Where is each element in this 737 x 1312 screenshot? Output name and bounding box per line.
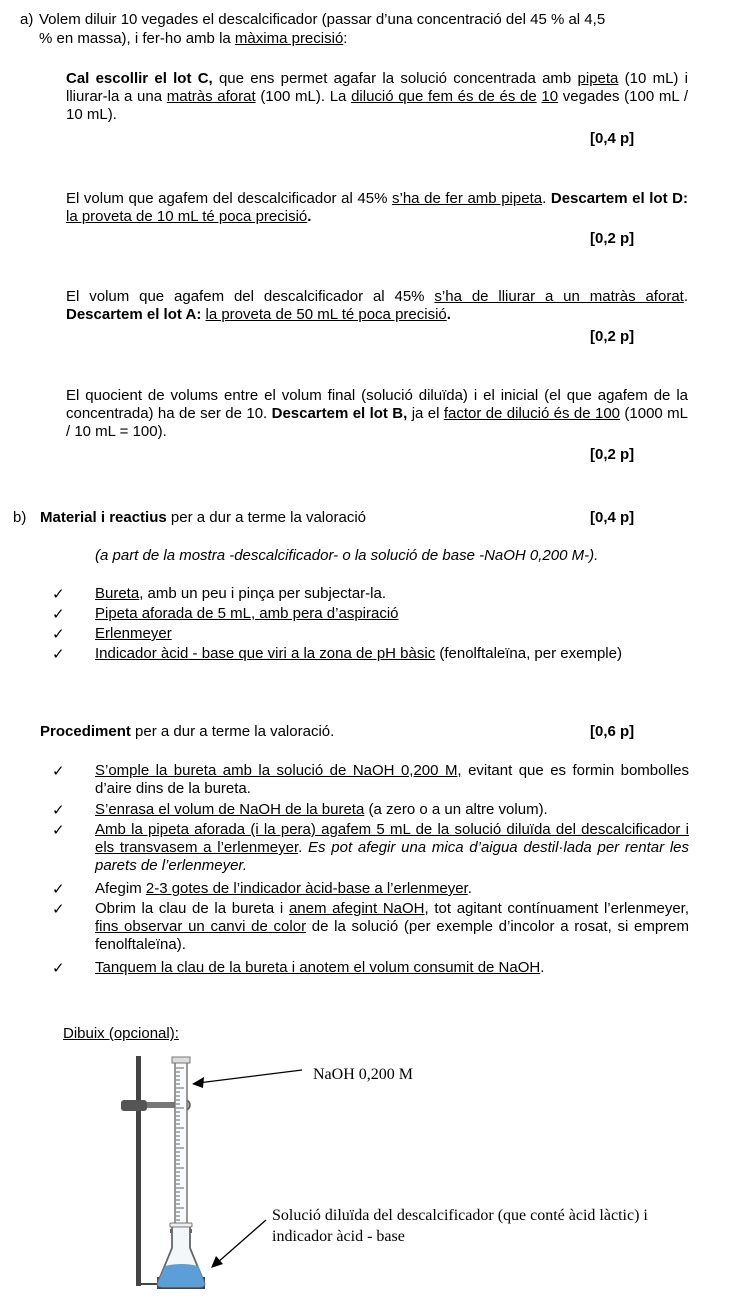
- part-b-marker: b): [13, 509, 27, 526]
- check-icon: ✓: [52, 959, 65, 977]
- procedure-heading: Procediment per a dur a terme la valoració.: [40, 723, 335, 740]
- clamp-boss: [121, 1100, 147, 1111]
- step-titrate: Obrim la clau de la bureta i anem afegint NaOH, tot agitant contínuament l’erlenmeyer, fins observar un canvi de color de la solució (per exemple d’incolor a rosat, si emprem fenolftaleïna).: [95, 900, 689, 953]
- points-lot-c: [0,4 p]: [590, 130, 635, 147]
- answer-lot-d: El volum que agafem del descalcificador al 45% s’ha de fer amb pipeta. Descartem el lot D: la proveta de 10 mL té poca precisió.: [66, 190, 688, 225]
- answer-lot-c: Cal escollir el lot C, que ens permet agafar la solució concentrada amb pipeta (10 mL) i lliurar-la a una matràs aforat (100 mL). La dilució que fem és de és de 10 vegades (100 mL / 10 mL).: [66, 70, 689, 123]
- points-lot-a: [0,2 p]: [590, 328, 635, 345]
- check-icon: ✓: [52, 762, 65, 780]
- points-procedure: [0,6 p]: [590, 723, 635, 740]
- materials-note: (a part de la mostra -descalcificador- o la solució de base -NaOH 0,200 M-).: [95, 547, 599, 564]
- part-a-question-line1: Volem diluir 10 vegades el descalcificador (passar d’una concentració del 45 % al 4,5: [39, 11, 606, 28]
- answer-lot-b: El quocient de volums entre el volum final (solució diluïda) i el inicial (el que agafem de la concentrada) ha de ser de 10. Descartem el lot B, ja el factor de dilució és de 100 (1000 mL / 10 mL = 100).: [66, 387, 688, 440]
- arrow-solution: [217, 1220, 266, 1263]
- label-naoh: NaOH 0,200 M: [313, 1066, 413, 1083]
- check-icon: ✓: [52, 625, 65, 643]
- part-a-question-line2: % en massa), i fer-ho amb la màxima precisió:: [39, 30, 348, 47]
- burette: [175, 1062, 187, 1230]
- points-lot-b: [0,2 p]: [590, 446, 635, 463]
- points-materials: [0,4 p]: [590, 509, 635, 526]
- step-close-valve: Tanquem la clau de la bureta i anotem el volum consumit de NaOH.: [95, 959, 545, 976]
- stand-rod: [136, 1056, 141, 1286]
- arrow-naoh: [198, 1070, 302, 1083]
- step-fill-burette: S’omple la bureta amb la solució de NaOH 0,200 M, evitant que es formin bombolles d’aire dins de la bureta.: [95, 762, 689, 797]
- check-icon: ✓: [52, 801, 65, 819]
- check-icon: ✓: [52, 900, 65, 918]
- check-icon: ✓: [52, 821, 65, 839]
- material-erlenmeyer: Erlenmeyer: [95, 625, 172, 642]
- part-a-marker: a): [20, 11, 34, 28]
- step-pipette-sample: Amb la pipeta aforada (i la pera) agafem 5 mL de la solució diluïda del descalcificador i els transvasem a l’erlenmeyer. Es pot afegir una mica d’aigua destil·lada per rentar les parets de l’erlenmeyer.: [95, 821, 689, 874]
- check-icon: ✓: [52, 585, 65, 603]
- check-icon: ✓: [52, 605, 65, 623]
- check-icon: ✓: [52, 880, 65, 898]
- check-icon: ✓: [52, 645, 65, 663]
- material-indicador: Indicador àcid - base que viri a la zona de pH bàsic (fenolftaleïna, per exemple): [95, 645, 622, 662]
- label-solution-line1: Solució diluïda del descalcificador (que conté àcid làctic) i: [272, 1207, 648, 1224]
- points-lot-d: [0,2 p]: [590, 230, 635, 247]
- material-pipeta: Pipeta aforada de 5 mL, amb pera d’aspiració: [95, 605, 399, 622]
- materials-heading: Material i reactius per a dur a terme la valoració: [40, 509, 366, 526]
- flask-liquid: [158, 1264, 205, 1287]
- step-add-indicator: Afegim 2-3 gotes de l’indicador àcid-base a l’erlenmeyer.: [95, 880, 472, 897]
- material-bureta: Bureta, amb un peu i pinça per subjectar-la.: [95, 585, 387, 602]
- answer-lot-a: El volum que agafem del descalcificador al 45% s’ha de lliurar a un matràs aforat. Descartem el lot A: la proveta de 50 mL té poca precisió.: [66, 288, 688, 323]
- label-solution-line2: indicador àcid - base: [272, 1228, 405, 1245]
- drawing-title: Dibuix (opcional):: [63, 1025, 179, 1042]
- step-level-burette: S’enrasa el volum de NaOH de la bureta (a zero o a un altre volum).: [95, 801, 548, 818]
